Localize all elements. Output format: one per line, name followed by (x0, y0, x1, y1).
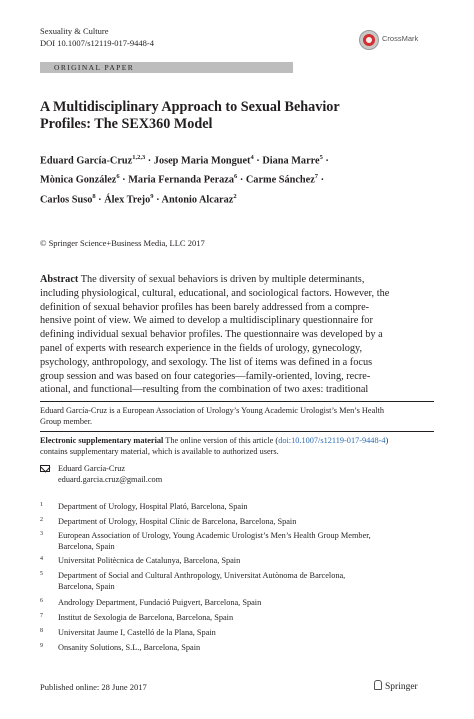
author-affiliation-ref: 6 (234, 173, 238, 181)
footnote-divider (40, 431, 434, 432)
author-affiliation-ref: 8 (92, 192, 96, 200)
journal-header (40, 26, 154, 49)
abstract-line: including physiological, cultural, educational, and sociological factors. However, the (40, 287, 390, 299)
author-name[interactable]: Álex Trejo (104, 194, 151, 206)
paper-title (40, 99, 440, 132)
affiliation-number: 1 (40, 502, 43, 508)
author-name[interactable]: Carlos Suso (40, 194, 93, 206)
correspondence-email[interactable]: eduard.garcia.cruz@gmail.com (58, 474, 163, 484)
author-name[interactable]: Josep Maria Monguet (153, 155, 251, 167)
springer-horse-icon (374, 680, 382, 690)
affiliation-number: 4 (40, 556, 43, 562)
publisher-name: Springer (385, 682, 418, 692)
abstract-line: ational, and functional—resulting from the combination of two axes: traditional (40, 384, 369, 396)
author-affiliation-ref: 2 (233, 192, 237, 200)
affiliation-number: 8 (40, 628, 43, 634)
esm-label: Electronic supplementary material (40, 436, 164, 445)
crossmark-label: CrossMark (382, 34, 419, 43)
esm-line2: contains supplementary material, which is available to authorized users. (40, 446, 279, 456)
abstract-line: definition of sexual behavior profiles has been barely addressed from a compre- (40, 301, 370, 313)
abstract-line: panel of experts with research experience in the fields of urology, gynecology, (40, 342, 363, 354)
abstract-line: group session and was based on four categories—family-oriented, loving, recre- (40, 370, 371, 382)
author-line: Mònica González$^6$ · Maria Fernanda Peraza$^6$ · Carme Sánchez$^7$ · (40, 173, 325, 186)
esm-note (40, 436, 434, 458)
affiliation-number: 3 (40, 531, 43, 537)
affiliation-text: Department of Urology, Hospital Plató, Barcelona, Spain (58, 502, 248, 511)
author-line: Eduard García-Cruz$^{1,2,3}$ · Josep Maria Monguet$^4$ · Diana Marre$^5$ · (40, 154, 329, 167)
author-affiliation-ref: 9 (150, 192, 154, 200)
affiliation-number: 2 (40, 517, 43, 523)
author-list (40, 150, 440, 208)
author-affiliation-ref: 1,2,3 (132, 154, 146, 161)
affiliation-line: Barcelona, Spain (58, 581, 115, 591)
author-affiliation-ref: 7 (314, 173, 319, 181)
affiliation-text (58, 571, 438, 593)
abstract-line (40, 273, 434, 287)
abstract-text: The diversity of sexual behaviors is driven by multiple determinants, (80, 274, 365, 285)
abstract-line: hensive point of view. We aimed to develop a multidisciplinary questionnaire for (40, 315, 373, 327)
member-footnote (40, 406, 434, 428)
footnote-line: Group member. (40, 416, 93, 426)
affiliation-line: European Association of Urology, Young Academic Urologist’s Men’s Health Group Member, (58, 531, 371, 540)
author-affiliation-ref: 5 (319, 154, 323, 161)
author-affiliation-ref: 4 (250, 154, 254, 161)
journal-doi[interactable]: DOI 10.1007/s12119-017-9448-4 (40, 37, 154, 48)
published-date: Published online: 28 June 2017 (40, 682, 147, 692)
affiliation-text: Universitat Jaume I, Castelló de la Plana, Spain (58, 628, 216, 637)
affiliation-text: Institut de Sexologia de Barcelona, Barcelona, Spain (58, 613, 234, 622)
affiliation-number: 5 (40, 571, 43, 577)
author-affiliation-ref: 6 (116, 173, 120, 181)
affiliation-number: 6 (40, 598, 43, 604)
esm-text-close: ) (385, 436, 389, 445)
author-name[interactable]: Maria Fernanda Peraza (128, 174, 235, 186)
affiliation-line: Barcelona, Spain (58, 541, 115, 551)
footnote-divider (40, 401, 434, 402)
abstract (40, 273, 434, 397)
esm-text: The online version of this article ( (163, 436, 279, 445)
section-band (40, 62, 293, 73)
esm-line (40, 436, 434, 447)
author-name[interactable]: Carme Sánchez (245, 174, 315, 186)
esm-doi-link[interactable]: doi:10.1007/s12119-017-9448-4 (278, 436, 386, 445)
affiliation-text: Universitat Politècnica de Catalunya, Barcelona, Spain (58, 556, 241, 565)
affiliation-text (58, 531, 438, 553)
affiliation-text: Onsanity Solutions, S.L., Barcelona, Spain (58, 643, 201, 652)
author-name[interactable]: Diana Marre (262, 155, 320, 167)
title-line: Profiles: The SEX360 Model (40, 115, 213, 132)
author-name[interactable]: Eduard García-Cruz (40, 155, 133, 167)
author-line: Carlos Suso$^8$ · Álex Trejo$^9$ · Antonio Alcaraz$^2$ (40, 192, 237, 206)
abstract-line: defining individual sexual behavior profiles. The questionnaire was developed by a (40, 329, 383, 341)
crossmark-icon (359, 30, 379, 50)
author-name[interactable]: Mònica González (40, 174, 117, 186)
abstract-label: Abstract (40, 274, 79, 285)
title-line: A Multidisciplinary Approach to Sexual Behavior (40, 99, 340, 115)
section-label: ORIGINAL PAPER (54, 63, 135, 72)
journal-name: Sexuality & Culture (40, 26, 109, 36)
affiliation-text: Department of Urology, Hospital Clínic de Barcelona, Barcelona, Spain (58, 517, 297, 526)
correspondence-name: Eduard García-Cruz (58, 464, 126, 473)
crossmark-badge[interactable] (359, 29, 439, 51)
abstract-line: psychology, anthropology, and sexology. The list of items was defined in a focus (40, 356, 373, 368)
affiliation-line: Department of Social and Cultural Anthropology, Universitat Autònoma de Barcelona, (58, 571, 346, 580)
copyright: © Springer Science+Business Media, LLC 2017 (40, 238, 205, 248)
author-name[interactable]: Antonio Alcaraz (161, 194, 234, 206)
publisher-logo (374, 680, 418, 692)
affiliation-text: Andrology Department, Fundació Puigvert, Barcelona, Spain (58, 598, 262, 607)
affiliation-number: 7 (40, 613, 43, 619)
envelope-icon (40, 465, 50, 472)
footnote-line: Eduard García-Cruz is a European Association of Urology’s Young Academic Urologist’s Men’s Health (40, 406, 385, 415)
affiliation-number: 9 (40, 643, 43, 649)
